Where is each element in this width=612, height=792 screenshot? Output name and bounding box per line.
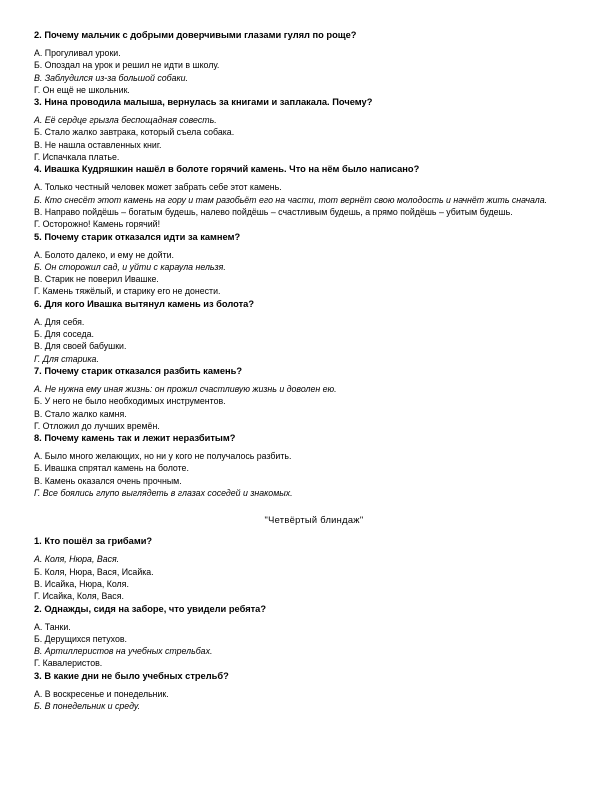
- answer-option: В. Камень оказался очень прочным.: [34, 475, 182, 486]
- answer-option: Б. В понедельник и среду.: [34, 700, 141, 711]
- answer-option: А. Прогуливал уроки.: [34, 48, 121, 58]
- answer-option: А. В воскресенье и понедельник.: [34, 688, 169, 699]
- question-text: 6. Для кого Ивашка вытянул камень из болота?: [34, 298, 255, 309]
- question-block: [34, 535, 594, 602]
- answer-option: А. Болото далеко, и ему не дойти.: [34, 249, 174, 260]
- answer-option: А. Её сердце грызла беспощадная совесть.: [34, 115, 217, 126]
- answer-option: А. Не нужна ему иная жизнь: он прожил счастливую жизнь и доволен ею.: [34, 383, 337, 394]
- question-block: [34, 432, 594, 499]
- answer-option: Г. Исайка, Коля, Вася.: [34, 591, 124, 602]
- question-text: 7. Почему старик отказался разбить камень?: [34, 365, 243, 376]
- answer-option: Б. У него не было необходимых инструментов.: [34, 396, 226, 407]
- answer-option: Г. Все боялись глупо выглядеть в глазах соседей и знакомых.: [34, 488, 293, 499]
- answer-option: В. Артиллеристов на учебных стрельбах.: [34, 646, 213, 657]
- question-text: 1. Кто пошёл за грибами?: [34, 536, 153, 547]
- answer-option: Б. Дерущихся петухов.: [34, 633, 127, 644]
- answer-option: А. Коля, Нюра, Вася.: [34, 554, 120, 565]
- answer-option: В. Для своей бабушки.: [34, 341, 127, 352]
- question-text: 8. Почему камень так и лежит неразбитым?: [34, 433, 236, 444]
- answer-option: А. Танки.: [34, 621, 71, 632]
- question-text: 3. Нина проводила малыша, вернулась за книгами и заплакала. Почему?: [34, 97, 373, 108]
- answer-option: Б. Коля, Нюра, Вася, Исайка.: [34, 566, 154, 577]
- answer-option: Г. Отложил до лучших времён.: [34, 420, 160, 431]
- answer-option: Б. Он сторожил сад, и уйти с караула нельзя.: [34, 261, 226, 272]
- answer-option: В. Заблудился из-за большой собаки.: [34, 72, 188, 83]
- answer-option: В. Исайка, Нюра, Коля.: [34, 578, 129, 589]
- question-text: 3. В какие дни не было учебных стрельб?: [34, 670, 229, 681]
- answer-option: Г. Кавалеристов.: [34, 658, 103, 669]
- answer-option: В. Старик не поверил Ивашке.: [34, 274, 159, 285]
- quiz-section-1: [34, 29, 594, 499]
- answer-option: Г. Камень тяжёлый, и старику его не донести.: [34, 286, 221, 297]
- question-block: [34, 365, 594, 432]
- answer-option: В. Стало жалко камня.: [34, 408, 127, 419]
- question-block: [34, 231, 594, 298]
- answer-option: Б. Ивашка спрятал камень на болоте.: [34, 463, 189, 474]
- question-block: [34, 298, 594, 365]
- answer-option: Б. Кто снесёт этот камень на гору и там разобьёт его на части, тот вернёт свою молодость и начнёт жить сначала.: [34, 194, 548, 205]
- question-block: [34, 670, 594, 713]
- answer-option: Г. Он ещё не школьник.: [34, 84, 130, 95]
- question-block: [34, 603, 594, 670]
- answer-option: Г. Для старика.: [34, 353, 99, 364]
- quiz-section-2: [34, 535, 594, 712]
- answer-option: Г. Осторожно! Камень горячий!: [34, 219, 161, 230]
- answer-option: А. Для себя.: [34, 316, 85, 327]
- answer-option: Б. Для соседа.: [34, 329, 94, 340]
- answer-option: Г. Испачкала платье.: [34, 152, 120, 163]
- answer-option: Б. Стало жалко завтрака, который съела собака.: [34, 127, 235, 138]
- question-text: 4. Ивашка Кудряшкин нашёл в болоте горячий камень. Что на нём было написано?: [34, 164, 420, 175]
- question-text: 5. Почему старик отказался идти за камнем?: [34, 231, 241, 242]
- question-block: [34, 29, 594, 96]
- answer-option: А. Было много желающих, но ни у кого не получалось разбить.: [34, 451, 292, 462]
- answer-option: В. Направо пойдёшь – богатым будешь, налево пойдёшь – счастливым будешь, а прямо пойдёшь – убитым будешь.: [34, 206, 513, 217]
- answer-option: В. Не нашла оставленных книг.: [34, 139, 162, 150]
- question-block: [34, 96, 594, 163]
- answer-option: Б. Опоздал на урок и решил не идти в школу.: [34, 60, 220, 71]
- answer-option: А. Только честный человек может забрать себе этот камень.: [34, 182, 282, 193]
- question-text: 2. Почему мальчик с добрыми доверчивыми глазами гулял по роще?: [34, 30, 357, 40]
- question-text: 2. Однажды, сидя на заборе, что увидели ребята?: [34, 603, 267, 614]
- document-page: [34, 29, 594, 712]
- question-block: [34, 163, 594, 230]
- section-title: "Четвёртый блиндаж": [264, 515, 364, 526]
